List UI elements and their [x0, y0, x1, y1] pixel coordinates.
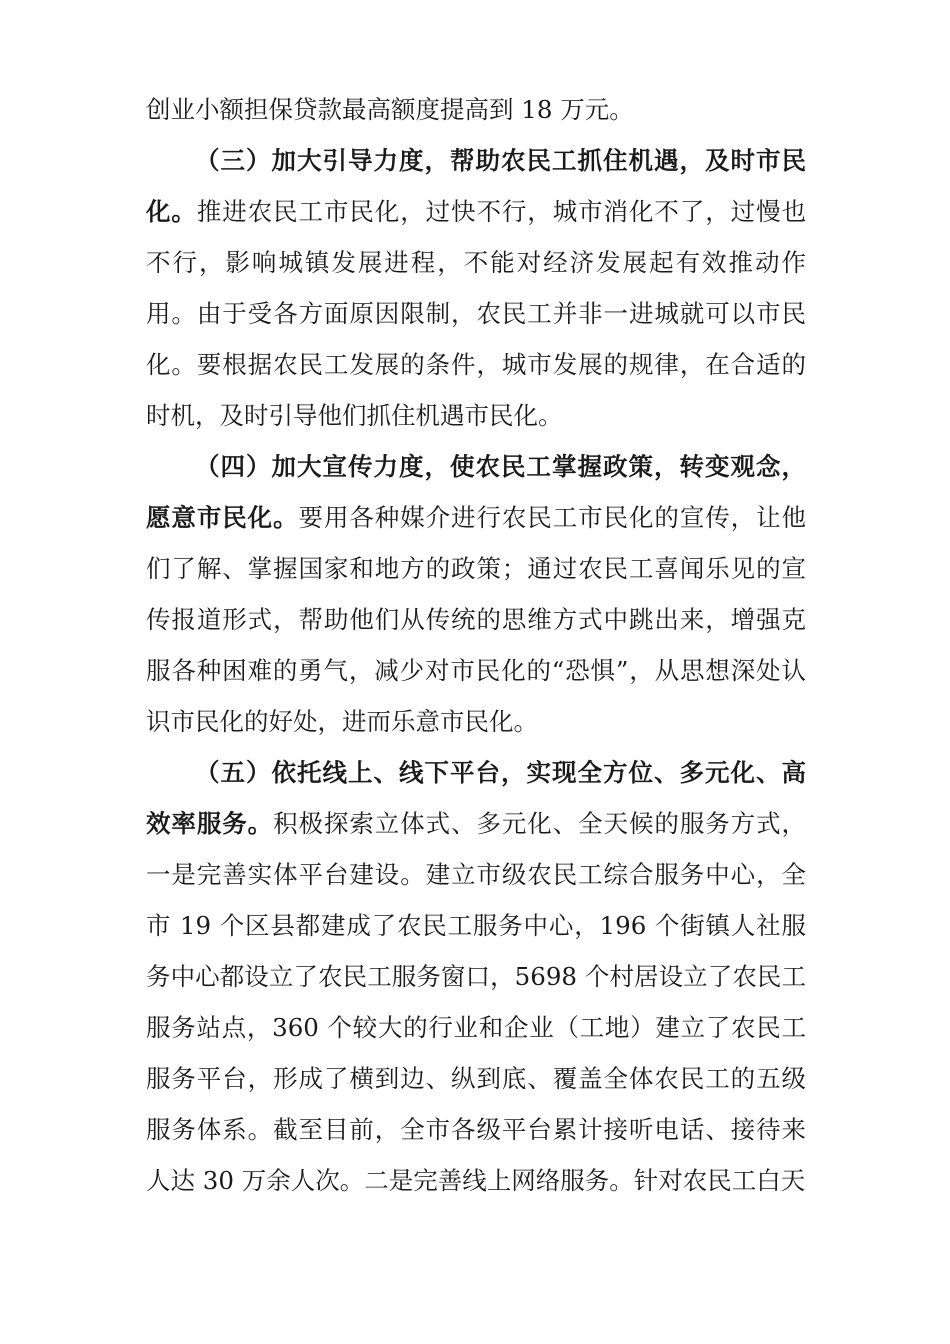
section-heading: （五）依托线上、线下平台，实现全方位、多元化、高效率服务。: [146, 758, 806, 838]
paragraph-section-3: [146, 135, 806, 441]
section-heading: （四）加大宣传力度，使农民工掌握政策，转变观念，愿意市民化。: [146, 452, 806, 532]
paragraph-section-5: [146, 747, 806, 1206]
section-heading: （三）加大引导力度，帮助农民工抓住机遇，及时市民化。: [146, 146, 806, 226]
document-body: [146, 84, 806, 1206]
paragraph-continuation: [146, 84, 806, 135]
paragraph-body: 积极探索立体式、多元化、全天候的服务方式，一是完善实体平台建设。建立市级农民工综合服务中心，全市 19 个区县都建成了农民工服务中心，196 个街镇人社服务中心都设立了农民工服务窗口，5698 个村居设立了农民工服务站点，360 个较大的行业和企业（工地）建立了农民工服务平台，形成了横到边、纵到底、覆盖全体农民工的五级服务体系。截至目前，全市各级平台累计接听电话、接待来人达 30 万余人次。二是完善线上网络服务。针对农民工白天: [146, 809, 807, 1195]
paragraph-body: 创业小额担保贷款最高额度提高到 18 万元。: [146, 95, 634, 124]
paragraph-body: 要用各种媒介进行农民工市民化的宣传，让他们了解、掌握国家和地方的政策；通过农民工喜闻乐见的宣传报道形式，帮助他们从传统的思维方式中跳出来，增强克服各种困难的勇气，减少对市民化的“恐惧”，从思想深处认识市民化的好处，进而乐意市民化。: [146, 503, 807, 736]
paragraph-body: 推进农民工市民化，过快不行，城市消化不了，过慢也不行，影响城镇发展进程，不能对经济发展起有效推动作用。由于受各方面原因限制，农民工并非一进城就可以市民化。要根据农民工发展的条件，城市发展的规律，在合适的时机，及时引导他们抓住机遇市民化。: [146, 197, 807, 430]
paragraph-section-4: [146, 441, 806, 747]
